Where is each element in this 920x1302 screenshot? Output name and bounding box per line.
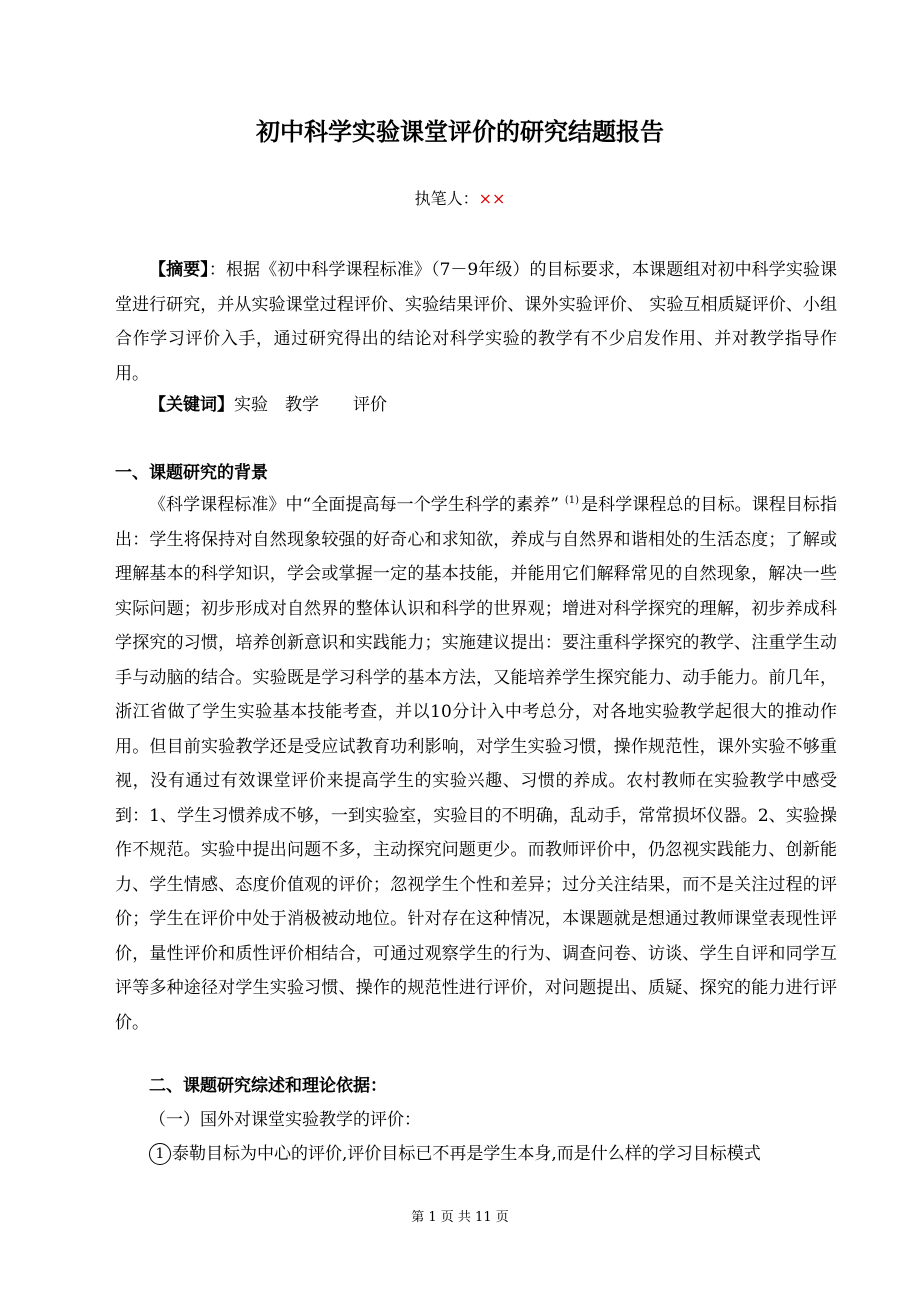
list-item: [149, 1137, 837, 1171]
background-quote: 《科学课程标准》中“全面提高每一个学生科学的素养”: [149, 495, 559, 515]
list-item-text: 泰勒目标为中心的评价,评价目标已不再是学生本身,而是什么样的学习目标模式: [172, 1144, 761, 1164]
circled-number: 1: [149, 1143, 171, 1165]
abstract-label: 【摘要】: [149, 260, 209, 280]
author-line: [0, 186, 920, 209]
author-label: 执笔人：: [414, 189, 479, 208]
document-title: 初中科学实验课堂评价的研究结题报告: [256, 117, 664, 146]
page-footer: 第 1 页 共 11 页: [411, 1210, 509, 1225]
background-paragraph: [115, 484, 837, 1040]
author-name: ××: [478, 189, 506, 208]
footnote-marker: (1): [564, 495, 580, 506]
section-heading-review: 二、课题研究综述和理论依据：: [149, 1076, 387, 1096]
section-heading-background: 一、课题研究的背景: [115, 463, 268, 483]
abstract-text: ：根据《初中科学课程标准》（7－9年级）的目标要求，本课题组对初中科学实验课堂进行研究，并从实验课堂过程评价、实验结果评价、课外实验评价、 实验互相质疑评价、小组合作学习评价入手，通过研究得出的结论对科学实验的教学有不少启发作用、并对教学指导作用。: [115, 260, 838, 384]
keywords-text: 实验 教学 评价: [234, 395, 387, 415]
keywords-label: 【关键词】: [149, 395, 234, 415]
background-text: 是科学课程总的目标。课程目标指出：学生将保持对自然现象较强的好奇心和求知欲，养成与自然界和谐相处的生活态度；了解或理解基本的科学知识，学会或掌握一定的基本技能，并能用它们解释常见的自然现象，解决一些实际问题；初步形成对自然界的整体认识和科学的世界观；增进对科学探究的理解，初步养成科学探究的习惯，培养创新意识和实践能力；实施建议提出：要注重科学探究的教学、注重学生动手与动脑的结合。实验既是学习科学的基本方法，又能培养学生探究能力、动手能力。前几年，浙江省做了学生实验基本技能考查，并以10分计入中考总分，对各地实验教学起很大的推动作用。但目前实验教学还是受应试教育功利影响，对学生实验习惯，操作规范性，课外实验不够重视，没有通过有效课堂评价来提高学生的实验兴趣、习惯的养成。农村教师在实验教学中感受到：1、学生习惯养成不够，一到实验室，实验目的不明确，乱动手，常常损坏仪器。2、实验操作不规范。实验中提出问题不多，主动探究问题更少。而教师评价中，仍忽视实践能力、创新能力、学生情感、态度价值观的评价；忽视学生个性和差异；过分关注结果，而不是关注过程的评价；学生在评价中处于消极被动地位。针对存在这种情况，本课题就是想通过教师课堂表现性评价，量性评价和质性评价相结合，可通过观察学生的行为、调查问卷、访谈、学生自评和同学互评等多种途径对学生实验习惯、操作的规范性进行评价，对问题提出、质疑、探究的能力进行评价。: [115, 495, 837, 1033]
keywords-line: [115, 388, 837, 423]
subsection-heading-foreign: （一）国外对课堂实验教学的评价：: [149, 1110, 421, 1130]
abstract-paragraph: [115, 253, 837, 391]
